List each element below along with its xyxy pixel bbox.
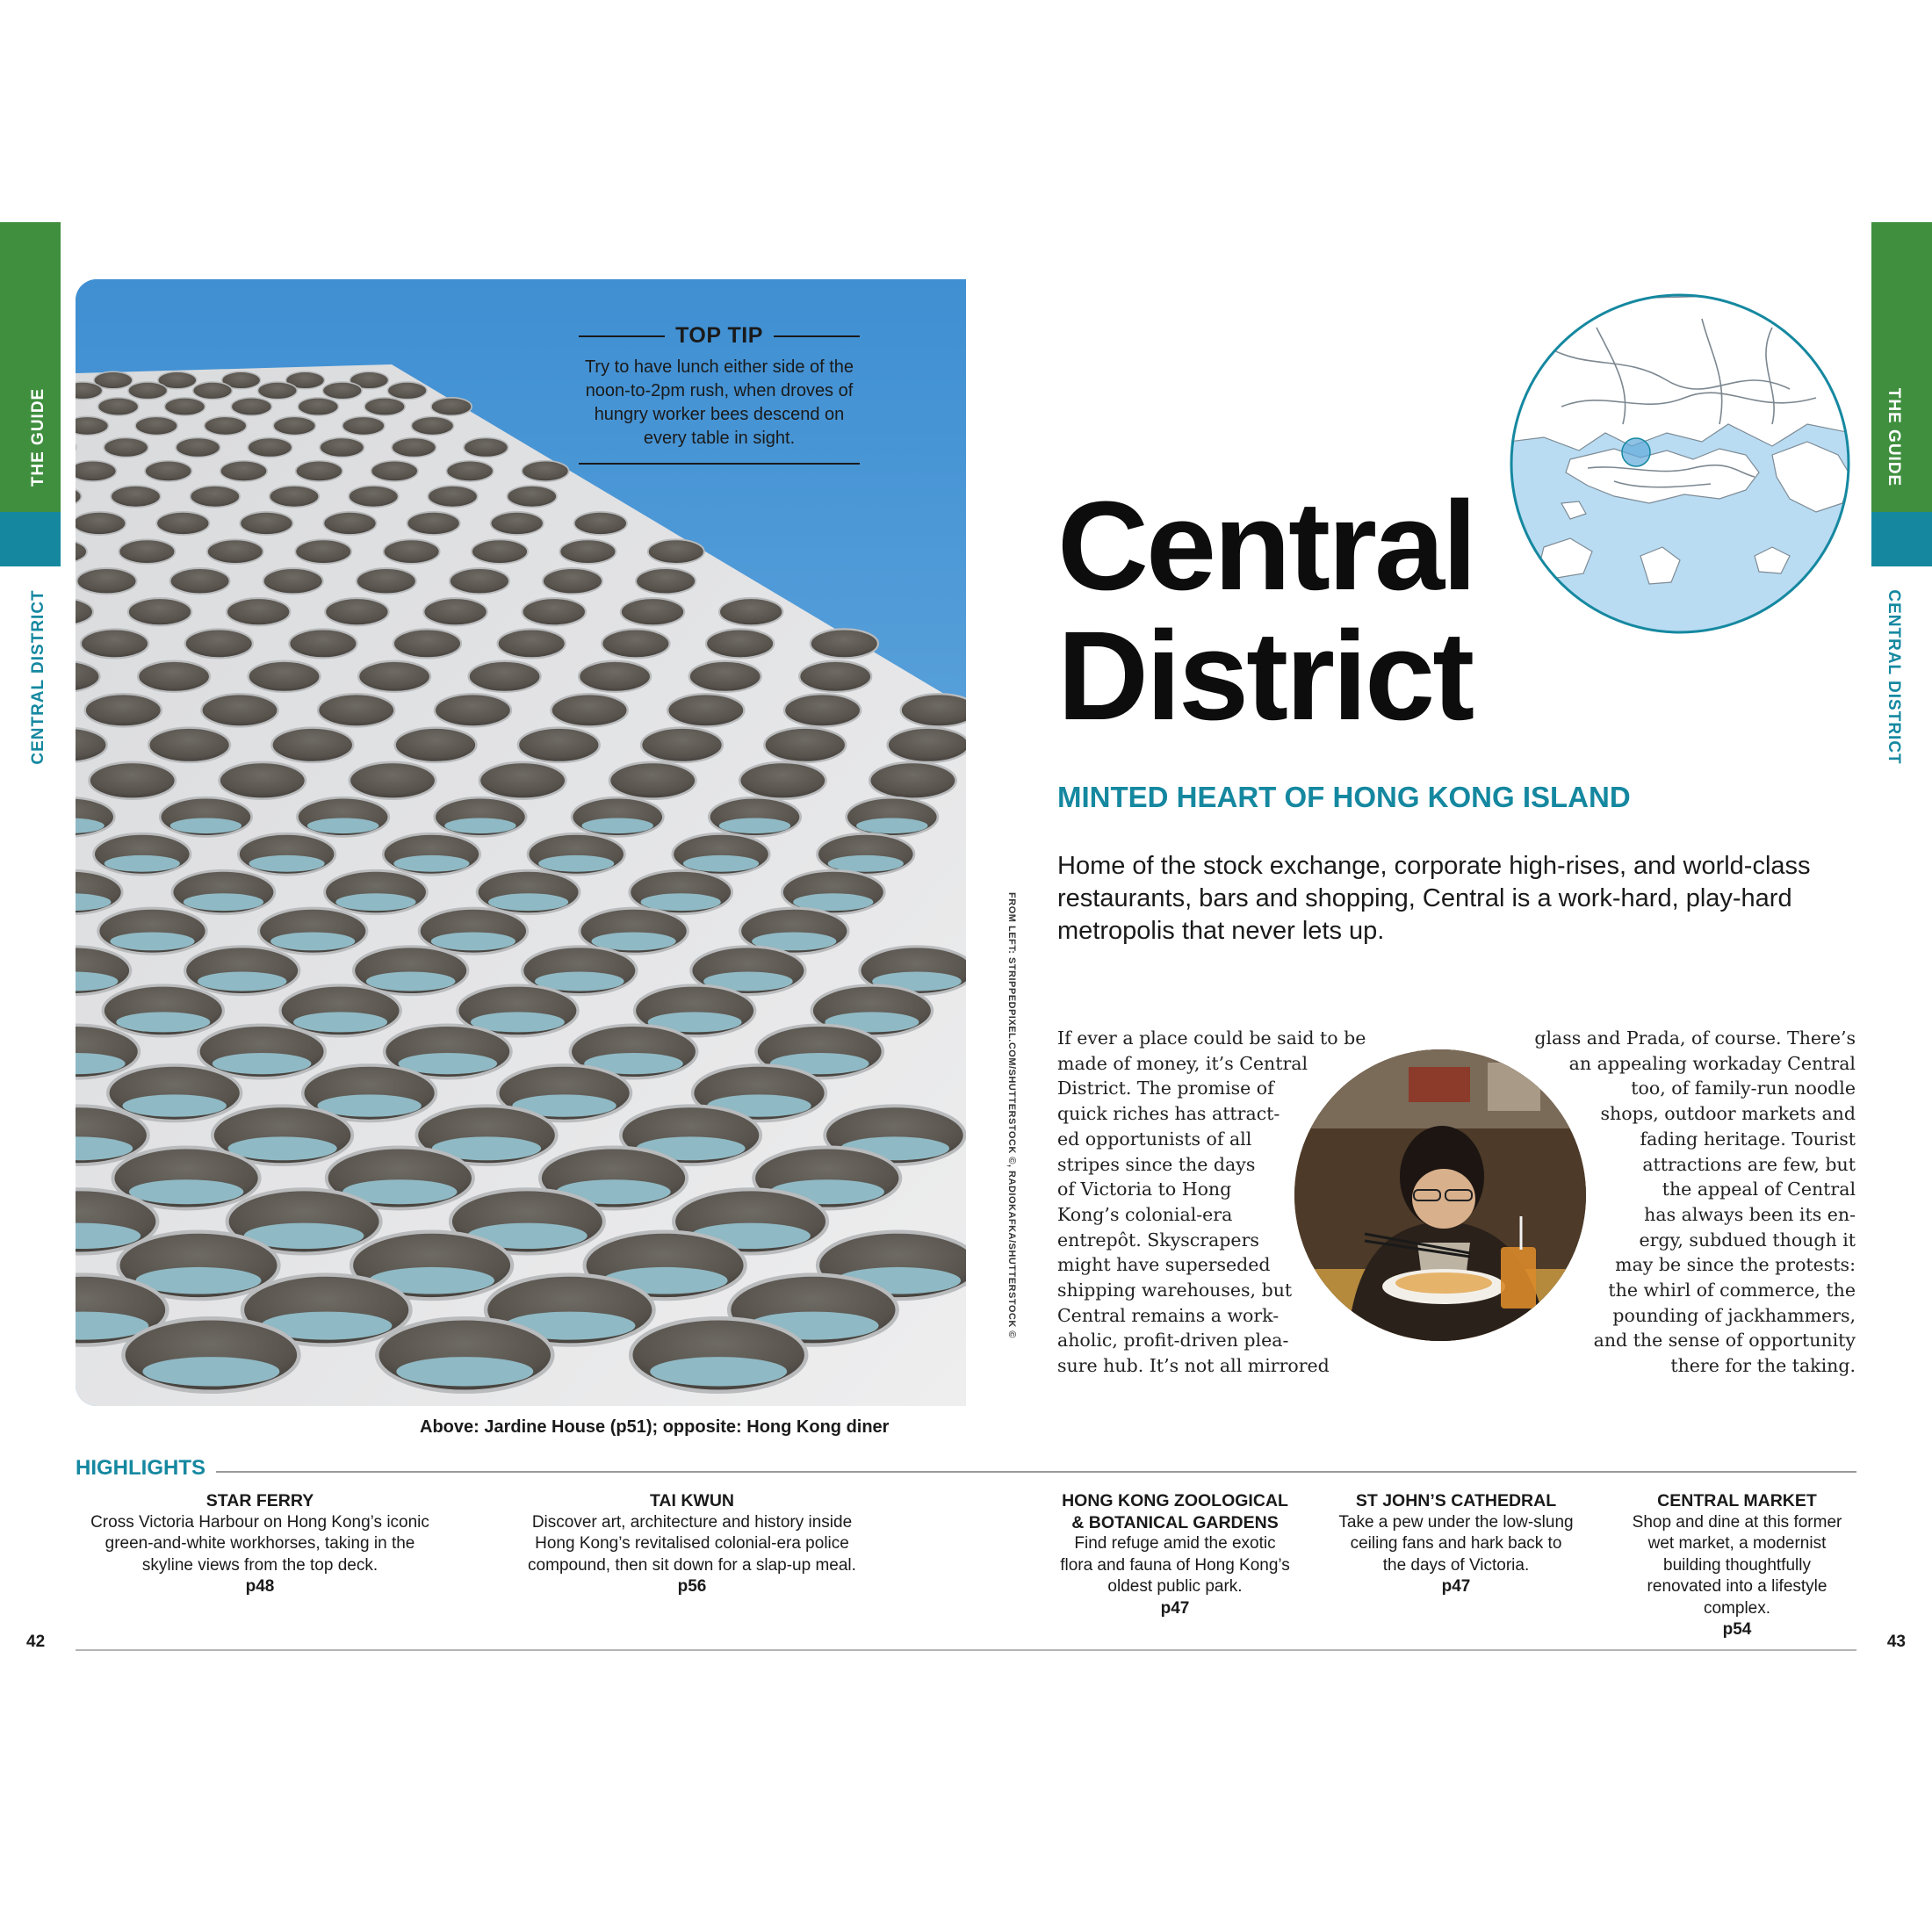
facade-porthole (435, 694, 511, 726)
facade-porthole (621, 598, 684, 625)
facade-porthole (784, 694, 861, 726)
body-text-line: an appealing workaday Central (1568, 1052, 1856, 1074)
facade-porthole (271, 728, 353, 762)
facade-porthole (574, 512, 627, 535)
facade-porthole (387, 382, 427, 400)
photo-caption: Above: Jardine House (p51); opposite: Hong Kong diner (420, 1417, 890, 1437)
highlight-page-ref: p54 (1722, 1620, 1752, 1639)
highlights-rule (216, 1471, 1856, 1473)
body-text-line: fading heritage. Tourist (1640, 1128, 1856, 1150)
highlight-title: CENTRAL MARKET (1657, 1491, 1817, 1510)
facade-porthole (739, 762, 825, 799)
facade-porthole (491, 512, 544, 535)
highlight-tai-kwun (516, 1490, 868, 1598)
facade-porthole (325, 598, 388, 625)
section-label-right: THE GUIDE (1885, 387, 1903, 487)
facade-porthole (296, 461, 342, 481)
facade-porthole (193, 382, 233, 400)
body-text-line: pounding of jackhammers, (1612, 1304, 1856, 1326)
facade-porthole (138, 661, 210, 692)
facade-window-glass (488, 893, 568, 911)
top-tip-text: Try to have lunch either side of the noon-to-2pm rush, when droves of hungry worker bees descend on every table in sight. (579, 356, 860, 465)
facade-window-glass (170, 818, 242, 834)
highlight-page-ref: p48 (245, 1577, 275, 1596)
body-text-line: glass and Prada, of course. There’s (1534, 1027, 1856, 1049)
facade-window-glass (538, 855, 614, 872)
facade-porthole (77, 568, 137, 594)
highlight-description: Find refuge amid the exotic flora and fauna of Hong Kong’s oldest public park. (1060, 1534, 1290, 1596)
facade-porthole (446, 461, 493, 481)
body-text-line: too, of family-run noodle (1631, 1078, 1856, 1099)
facade-porthole (220, 461, 267, 481)
facade-porthole (551, 694, 628, 726)
facade-porthole (636, 568, 696, 594)
facade-porthole (384, 539, 440, 564)
body-text-line: quick riches has attract- (1057, 1103, 1280, 1125)
body-text-line: entrepôt. Skyscrapers (1057, 1229, 1259, 1251)
top-tip-rule-left (579, 335, 665, 337)
facade-window-glass (366, 972, 456, 991)
body-text-line: the appeal of Central (1662, 1179, 1856, 1200)
facade-porthole (104, 437, 148, 457)
facade-window-glass (110, 933, 194, 951)
facade-porthole (270, 486, 320, 508)
facade-porthole (609, 762, 696, 799)
facade-porthole (559, 539, 616, 564)
body-text-line: shipping warehouses, but (1057, 1280, 1293, 1301)
highlight-description: Take a pew under the low-slung ceiling fans and hark back to the days of Victoria. (1338, 1512, 1574, 1575)
body-text-line: the whirl of commerce, the (1608, 1280, 1856, 1301)
facade-porthole (428, 486, 478, 508)
highlight-title: STAR FERRY (205, 1491, 314, 1510)
facade-porthole (472, 539, 528, 564)
facade-window-glass (828, 855, 904, 872)
facade-porthole (322, 382, 362, 400)
facade-porthole (469, 661, 541, 692)
facade-window-glass (582, 818, 653, 834)
facade-porthole (464, 437, 508, 457)
facade-porthole (888, 728, 966, 762)
facade-porthole (176, 437, 220, 457)
facade-window-glass (129, 1179, 243, 1204)
highlight-central-market (1614, 1490, 1860, 1641)
top-tip-heading: TOP TIP (675, 323, 763, 348)
highlight-title: HONG KONG ZOOLOGICAL & BOTANICAL GARDENS (1062, 1491, 1288, 1532)
section-label-left: THE GUIDE (29, 387, 47, 487)
facade-window-glass (683, 855, 759, 872)
facade-porthole (648, 539, 704, 564)
body-text-line: aholic, profit-driven plea- (1057, 1330, 1289, 1352)
body-text-line: District. The promise of (1057, 1078, 1274, 1099)
facade-porthole (901, 694, 966, 726)
body-text-line: Central remains a work- (1057, 1304, 1280, 1326)
facade-porthole (76, 416, 109, 435)
facade-window-glass (307, 818, 378, 834)
facade-porthole (450, 568, 509, 594)
facade-porthole (358, 661, 430, 692)
highlight-star-ferry (84, 1490, 436, 1598)
facade-window-glass (641, 893, 721, 911)
facade-porthole (135, 416, 177, 435)
facade-window-glass (856, 818, 927, 834)
facade-porthole (479, 762, 566, 799)
body-text-line: sure hub. It’s not all mirrored (1057, 1355, 1330, 1377)
facade-porthole (76, 382, 103, 400)
facade-porthole (323, 512, 376, 535)
page-title (1057, 475, 1475, 746)
body-text-line: has always been its en- (1644, 1203, 1856, 1225)
facade-porthole (602, 629, 669, 658)
facade-porthole (357, 568, 416, 594)
body-text-line: ergy, subdued though it (1639, 1229, 1856, 1251)
facade-window-glass (396, 1357, 533, 1386)
facade-porthole (522, 461, 568, 481)
facade-window-glass (105, 855, 180, 872)
facade-porthole (350, 762, 436, 799)
facade-porthole (191, 486, 241, 508)
district-tab-left (0, 512, 61, 566)
facade-porthole (364, 398, 405, 415)
facade-window-glass (213, 1053, 312, 1074)
facade-porthole (349, 486, 399, 508)
facade-porthole (295, 539, 351, 564)
facade-porthole (248, 437, 292, 457)
facade-porthole (371, 461, 418, 481)
facade-porthole (156, 512, 209, 535)
facade-window-glass (142, 1357, 279, 1386)
highlight-description: Shop and dine at this former wet market, a modernist building thoughtfully renovated into a lifestyle complex. (1632, 1512, 1842, 1618)
body-text-line: might have superseded (1057, 1254, 1271, 1276)
facade-porthole (207, 539, 263, 564)
facade-porthole (523, 598, 586, 625)
page-number-left: 42 (26, 1633, 46, 1651)
district-label-right: CENTRAL DISTRICT (1885, 589, 1903, 765)
top-tip-box (579, 323, 860, 465)
facade-porthole (128, 598, 191, 625)
facade-porthole (423, 598, 487, 625)
facade-porthole (227, 598, 290, 625)
facade-window-glass (431, 933, 515, 951)
highlight-description: Cross Victoria Harbour on Hong Kong’s iconic green-and-white workhorses, taking in the skyline views from the top deck. (90, 1512, 429, 1575)
facade-porthole (579, 661, 651, 692)
highlight-page-ref: p56 (677, 1577, 707, 1596)
facade-porthole (220, 762, 306, 799)
facade-window-glass (198, 972, 287, 991)
body-text-line: Kong’s colonial-era (1057, 1203, 1233, 1225)
facade-porthole (128, 382, 168, 400)
facade-window-glass (393, 855, 469, 872)
page-subtitle: MINTED HEART OF HONG KONG ISLAND (1057, 781, 1631, 813)
facade-porthole (395, 728, 477, 762)
body-text-line: of Victoria to Hong (1057, 1179, 1232, 1200)
facade-porthole (431, 398, 472, 415)
top-tip-rule-right (774, 335, 860, 337)
highlight-page-ref: p47 (1441, 1577, 1471, 1596)
facade-porthole (706, 629, 774, 658)
facade-porthole (148, 728, 230, 762)
body-text-line: shops, outdoor markets and (1600, 1103, 1856, 1125)
facade-porthole (164, 398, 205, 415)
facade-window-glass (116, 1012, 210, 1032)
facade-porthole (393, 629, 461, 658)
title-line-2: District (1057, 605, 1473, 746)
facade-porthole (811, 629, 878, 658)
facade-porthole (507, 486, 557, 508)
intro-paragraph: Home of the stock exchange, corporate high-rises, and world-class restaurants, bars and shopping, Central is a work-hard, play-hard metropolis that never lets up. (1057, 852, 1811, 945)
facade-porthole (342, 416, 385, 435)
facade-porthole (518, 728, 600, 762)
facade-porthole (145, 461, 191, 481)
facade-window-glass (650, 1357, 787, 1386)
facade-porthole (76, 461, 117, 481)
facade-porthole (667, 694, 744, 726)
highlight-description: Discover art, architecture and history inside Hong Kong’s revitalised colonial-era police compound, then sit down for a slap-up meal. (528, 1512, 856, 1575)
highlight-title: ST JOHN’S CATHEDRAL (1355, 1491, 1557, 1510)
facade-porthole (689, 661, 761, 692)
body-text-line: made of money, it’s Central (1057, 1052, 1308, 1074)
facade-window-glass (444, 818, 515, 834)
facade-porthole (98, 398, 139, 415)
facade-porthole (185, 629, 253, 658)
hong-kong-locator-map (1509, 292, 1851, 635)
body-text-line: stripes since the days (1057, 1153, 1256, 1175)
facade-porthole (249, 661, 321, 692)
facade-porthole (543, 568, 602, 594)
highlights-heading: HIGHLIGHTS (76, 1456, 205, 1480)
page-number-right: 43 (1886, 1633, 1906, 1651)
facade-porthole (201, 694, 278, 726)
body-text-line: ed opportunists of all (1057, 1128, 1252, 1150)
facade-porthole (205, 416, 247, 435)
facade-porthole (273, 416, 315, 435)
facade-porthole (258, 382, 298, 400)
facade-porthole (869, 762, 955, 799)
title-line-1: Central (1057, 475, 1475, 616)
facade-window-glass (270, 933, 355, 951)
facade-porthole (85, 694, 162, 726)
facade-porthole (231, 398, 271, 415)
photo-credit: FROM LEFT: STRIPPEDPIXEL.COM/SHUTTERSTOCK ©, RADIOKAFKA/SHUTTERSTOCK © (1006, 892, 1017, 1338)
body-text-line: there for the taking. (1670, 1355, 1856, 1377)
facade-porthole (764, 728, 846, 762)
facade-window-glass (184, 893, 263, 911)
facade-porthole (407, 512, 460, 535)
facade-porthole (240, 512, 292, 535)
highlight-zoological-gardens (1052, 1490, 1298, 1619)
facade-porthole (498, 629, 566, 658)
highlight-st-johns-cathedral (1333, 1490, 1579, 1598)
facade-porthole (320, 437, 364, 457)
facade-window-glass (293, 1012, 387, 1032)
district-tab-right (1871, 512, 1932, 566)
highlight-title: TAI KWUN (649, 1491, 735, 1510)
body-text-line: and the sense of opportunity (1593, 1330, 1856, 1352)
facade-porthole (641, 728, 723, 762)
facade-porthole (119, 539, 175, 564)
central-district-marker (1622, 438, 1650, 466)
hong-kong-diner-photo (1294, 1049, 1586, 1341)
facade-porthole (111, 486, 161, 508)
diner-image (1294, 1049, 1586, 1341)
body-text-line: may be since the protests: (1615, 1254, 1856, 1276)
facade-porthole (298, 398, 338, 415)
facade-porthole (289, 629, 357, 658)
facade-window-glass (228, 1136, 337, 1160)
body-text-line: If ever a place could be said to be (1057, 1027, 1366, 1049)
facade-porthole (411, 416, 453, 435)
body-text-line: attractions are few, but (1642, 1153, 1856, 1175)
facade-porthole (719, 598, 782, 625)
highlight-page-ref: p47 (1160, 1598, 1190, 1618)
facade-porthole (263, 568, 323, 594)
district-label-left: CENTRAL DISTRICT (29, 589, 47, 765)
facade-porthole (392, 437, 436, 457)
facade-window-glass (335, 893, 415, 911)
facade-window-glass (719, 818, 790, 834)
facade-porthole (799, 661, 871, 692)
facade-window-glass (123, 1094, 227, 1116)
footer-rule (76, 1649, 1856, 1651)
facade-porthole (318, 694, 394, 726)
facade-porthole (76, 512, 126, 535)
facade-porthole (90, 762, 176, 799)
facade-window-glass (249, 855, 325, 872)
facade-porthole (170, 568, 230, 594)
facade-porthole (81, 629, 148, 658)
